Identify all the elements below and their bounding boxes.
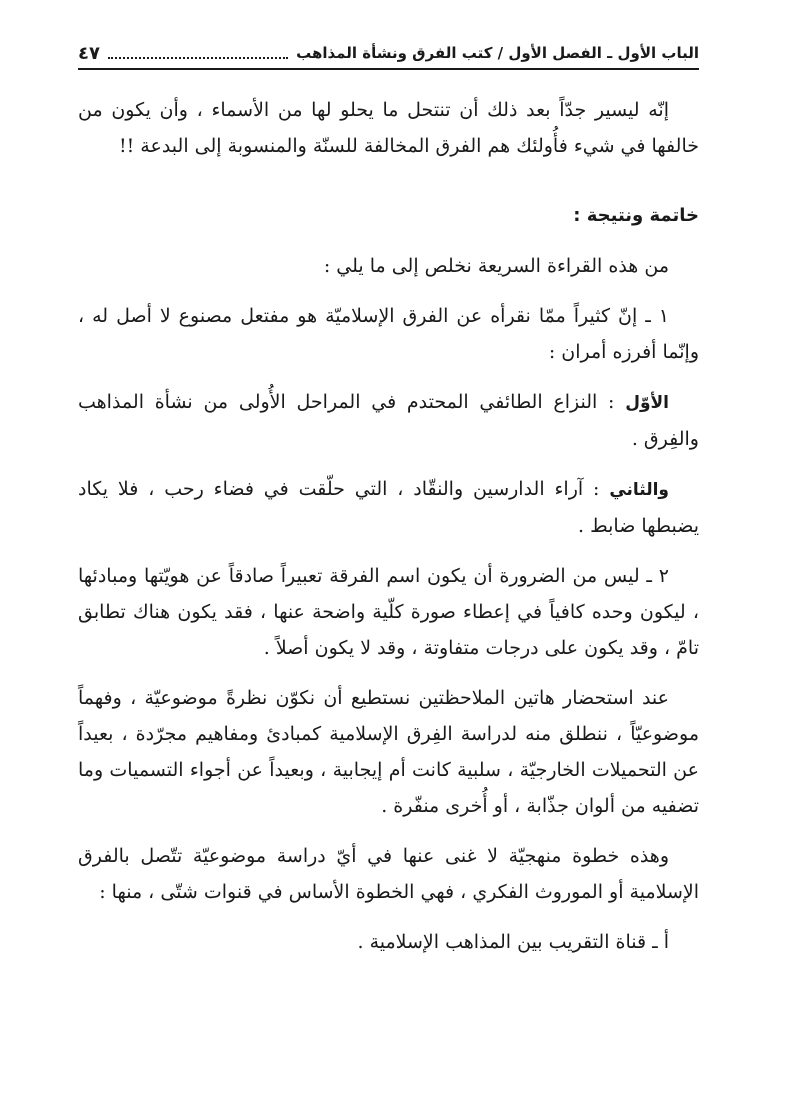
paragraph-summary-lead: من هذه القراءة السريعة نخلص إلى ما يلي :: [323, 255, 669, 277]
second-reason-label: والثاني: [609, 480, 669, 500]
first-reason-label: الأوّل: [625, 393, 669, 413]
paragraph-point-2: ٢ ـ ليس من الضرورة أن يكون اسم الفرقة تعبيراً صادقاً عن هويّتها ومبادئها ، ليكون وحده كافياً في إعطاء صورة كلّية واضحة عنها ، فقد يكون هناك تطابق تامّ ، وقد يكون على درجات متفاوتة ، وقد لا يكون أصلاً .: [78, 565, 699, 659]
paragraph-first-reason: [78, 384, 699, 457]
paragraph-channel-a: أ ـ قناة التقريب بين المذاهب الإسلامية .: [357, 931, 669, 953]
paragraph-second-reason: [78, 471, 699, 544]
page-body: [78, 92, 699, 974]
second-reason-text: : آراء الدارسين والنقّاد ، التي حلّقت في فضاء رحب ، فلا يكاد يضبطها ضابط .: [78, 478, 699, 537]
page-header: [78, 38, 699, 70]
running-title: الباب الأول ـ الفصل الأول / كتب الفرق ونشأة المذاهب: [296, 44, 699, 62]
paragraph-point-1: ١ ـ إنّ كثيراً ممّا نقرأه عن الفرق الإسلاميّة هو مفتعل مصنوع لا أصل له ، وإنّما أفرزه أمران :: [78, 305, 699, 363]
section-title: خاتمة ونتيجة :: [573, 205, 699, 226]
page-number: ٤٧: [78, 42, 100, 64]
paragraph-methodology: وهذه خطوة منهجيّة لا غنى عنها في أيّ دراسة موضوعيّة تتّصل بالفرق الإسلامية أو الموروث الفكري ، فهي الخطوة الأساس في قنوات شتّى ، منها :: [78, 845, 699, 903]
paragraph-intro: إنّه ليسير جدّاً بعد ذلك أن تنتحل ما يحلو لها من الأسماء ، وأن يكون من خالفها في شيء فأُولئك هم الفرق المخالفة للسنّة والمنسوبة إلى البدعة !!: [78, 99, 699, 157]
paragraph-observations: عند استحضار هاتين الملاحظتين نستطيع أن نكوّن نظرةً موضوعيّة ، وفهماً موضوعيّاً ، ننطلق منه لدراسة الفِرق الإسلامية كمبادئ ومفاهيم مجرّدة ، بعيداً عن التحميلات الخارجيّة ، سلبية كانت أم إيجابية ، وبعيداً عن أجواء التسميات وما تضفيه من ألوان جذّابة ، أو أُخرى منفّرة .: [78, 687, 699, 817]
header-dot-leader: [108, 47, 288, 59]
first-reason-text: : النزاع الطائفي المحتدم في المراحل الأُولى من نشأة المذاهب والفِرق .: [78, 391, 699, 450]
